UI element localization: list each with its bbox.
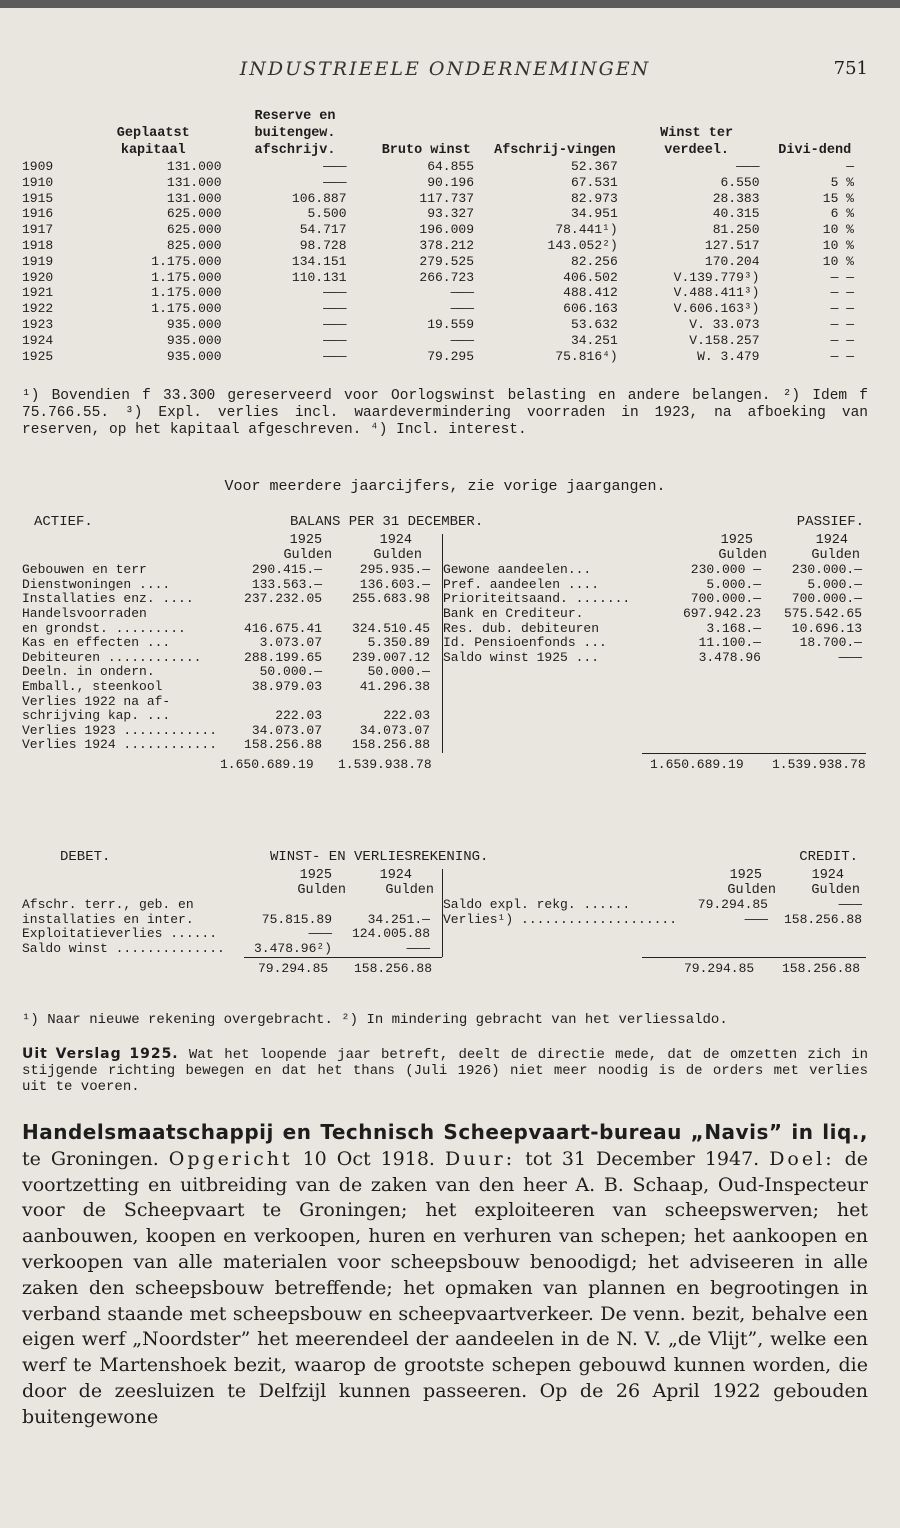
table-row — [22, 191, 862, 207]
table-row — [22, 665, 442, 680]
year-cell: 1917 — [22, 222, 54, 238]
founded-date: 10 Oct 1918. — [292, 1147, 445, 1170]
table-row — [22, 695, 442, 710]
annual-report-note — [22, 1046, 868, 1095]
col-year — [22, 108, 85, 159]
amount-cell — [217, 607, 334, 622]
table-row — [443, 563, 868, 578]
asset-unit-1925: Gulden — [283, 547, 333, 563]
balance-columns — [22, 534, 868, 753]
amount-cell — [217, 695, 334, 710]
year-cell: 1922 — [22, 301, 54, 317]
assets-side — [22, 534, 443, 753]
value-cell: 15 % — [822, 190, 854, 206]
year-cell: 1919 — [22, 253, 54, 269]
value-cell: 54.717 — [299, 222, 347, 238]
item-label: Saldo expl. rekg. ...... — [443, 897, 631, 913]
more-years-note: Voor meerdere jaarcijfers, zie vorige jaargangen. — [224, 478, 666, 495]
year-cell: 1918 — [22, 237, 54, 253]
amount-cell: ——— — [838, 897, 862, 913]
credit-unit-row — [443, 884, 868, 899]
value-cell: — — — [830, 332, 854, 348]
item-label: Emball., steenkool — [22, 678, 163, 694]
amount-cell: 136.603.— — [359, 576, 430, 592]
value-cell: — — [846, 159, 854, 174]
amount-cell: 18.700.— — [799, 635, 862, 651]
value-cell: 28.383 — [712, 190, 760, 206]
table-row — [22, 159, 862, 175]
liab-unit-row — [443, 549, 868, 564]
amount-cell: 34.073.07 — [359, 722, 430, 738]
amount-cell: 34.251.— — [367, 911, 430, 927]
pl-totals — [22, 957, 868, 979]
liab-total-1924: 1.539.938.78 — [772, 756, 866, 772]
col-depreciation: Afschrij-vingen — [494, 143, 616, 158]
year-cell: 1910 — [22, 174, 54, 190]
amount-cell: 124.005.88 — [351, 926, 430, 942]
value-cell: 935.000 — [166, 316, 222, 332]
table-row — [22, 285, 862, 301]
pl-footnotes: ¹) Naar nieuwe rekening overgebracht. ²) In mindering gebracht van het verliessaldo. — [22, 1012, 728, 1028]
value-cell: — — — [830, 348, 854, 364]
amount-cell: 10.696.13 — [791, 620, 862, 636]
amount-cell: 5.350.89 — [367, 635, 430, 651]
company-location: te Groningen. — [22, 1147, 169, 1170]
amount-cell: 38.979.03 — [251, 678, 323, 694]
value-cell: 143.052²) — [547, 237, 618, 253]
credit-total-1924: 158.256.88 — [782, 960, 861, 976]
amount-cell: 5.000.— — [807, 576, 862, 592]
credit-label: CREDIT. — [799, 849, 858, 865]
report-text: Wat het loopende jaar betreft, deelt de directie mede, dat de omzetten zich in stijgende richting bewegen en dat het thans (Juli 1926) niet meer noodig is de orders met verlies uit te voeren. — [22, 1047, 868, 1095]
table-row — [22, 333, 862, 349]
value-cell: 6 % — [830, 206, 854, 222]
debit-unit-1924: Gulden — [385, 882, 434, 898]
debit-year-row — [22, 869, 442, 884]
purpose-label: Doel: — [769, 1147, 835, 1170]
table-row — [22, 927, 442, 942]
table-row — [22, 563, 442, 578]
value-cell: 75.816⁴) — [555, 348, 618, 364]
item-label: Verlies 1922 na af- — [22, 693, 171, 709]
liab-year-row — [443, 534, 868, 549]
year-cell: 1921 — [22, 285, 54, 301]
balance-header — [22, 514, 868, 534]
value-cell: 82.256 — [570, 253, 618, 269]
asset-unit-1924: Gulden — [373, 547, 422, 563]
amount-cell: 50.000.— — [367, 664, 430, 680]
liabilities-side — [443, 534, 868, 753]
table-row — [443, 607, 868, 622]
debit-total-rule — [244, 957, 442, 958]
item-label: Installaties enz. .... — [22, 591, 194, 607]
value-cell: 40.315 — [712, 206, 760, 222]
table-row — [22, 222, 862, 238]
value-cell: 625.000 — [166, 206, 222, 222]
scan-edge — [0, 0, 900, 8]
table-row — [22, 680, 442, 695]
amount-cell: 575.542.65 — [783, 605, 862, 621]
item-label: Verlies 1924 ............ — [22, 737, 218, 753]
item-label: Exploitatieverlies ...... — [22, 926, 218, 942]
item-label: Pref. aandeelen .... — [443, 576, 600, 592]
debit-total-1924: 158.256.88 — [354, 960, 433, 976]
value-cell: ——— — [323, 301, 347, 317]
table-row — [22, 254, 862, 270]
company-entry — [22, 1120, 868, 1431]
amount-cell: ——— — [406, 940, 430, 956]
liab-unit-1924: Gulden — [811, 547, 860, 563]
table-row — [22, 175, 862, 191]
value-cell: 625.000 — [166, 222, 222, 238]
value-cell: 5.500 — [307, 206, 347, 222]
table-row — [22, 349, 862, 365]
value-cell: 127.517 — [704, 237, 760, 253]
amount-cell: ——— — [308, 926, 332, 942]
table-row — [443, 913, 868, 928]
value-cell: 52.367 — [570, 159, 618, 174]
credit-unit-1924: Gulden — [811, 882, 860, 898]
table-row — [22, 651, 442, 666]
amount-cell: 3.073.07 — [259, 635, 323, 651]
value-cell: ——— — [323, 348, 347, 364]
table-header-row — [22, 108, 862, 159]
amount-cell: 222.03 — [383, 708, 430, 724]
col-reserve: Reserve en buitengew. afschrijv. — [254, 109, 336, 158]
report-label: Uit Verslag 1925. — [22, 1046, 179, 1062]
amount-cell: 75.815.89 — [261, 911, 332, 927]
pl-title: WINST- EN VERLIESREKENING. — [270, 849, 489, 865]
item-label: Verlies 1923 ............ — [22, 722, 218, 738]
value-cell: V.488.411³) — [673, 285, 760, 301]
table-row — [443, 622, 868, 637]
value-cell: — — — [830, 269, 854, 285]
table-row — [443, 651, 868, 666]
amount-cell: 158.256.88 — [783, 911, 862, 927]
item-label: Debiteuren ............ — [22, 649, 202, 665]
table-row — [22, 942, 442, 957]
value-cell: 131.000 — [166, 190, 222, 206]
balance-sheet — [22, 514, 868, 775]
year-cell: 1923 — [22, 316, 54, 332]
year-cell: 1915 — [22, 190, 54, 206]
value-cell: ——— — [450, 285, 474, 301]
credit-side — [443, 869, 868, 957]
col-capital: Geplaatst kapitaal — [116, 126, 190, 158]
company-name: Handelsmaatschappij en Technisch Scheepvaart-bureau „Navis” in liq., — [22, 1120, 868, 1144]
value-cell: 378.212 — [419, 237, 474, 253]
value-cell: 93.327 — [427, 206, 474, 222]
value-cell: 1.175.000 — [151, 301, 222, 317]
value-cell: 406.502 — [563, 269, 618, 285]
amount-cell — [334, 695, 442, 710]
page-number: 751 — [833, 58, 868, 79]
amount-cell: ——— — [838, 649, 862, 665]
value-cell: ——— — [323, 316, 347, 332]
debit-total-1925: 79.294.85 — [258, 960, 329, 976]
credit-year-1925: 1925 — [729, 868, 762, 883]
value-cell: 10 % — [822, 253, 854, 269]
item-label: schrijving kap. ... — [22, 708, 171, 724]
table-row — [22, 709, 442, 724]
value-cell: 78.441¹) — [555, 222, 618, 238]
value-cell: 90.196 — [427, 174, 474, 190]
value-cell: 935.000 — [166, 348, 222, 364]
asset-year-1924: 1924 — [379, 533, 412, 548]
value-cell: 196.009 — [419, 222, 474, 238]
amount-cell: 697.942.23 — [682, 605, 761, 621]
table-row — [22, 270, 862, 286]
value-cell: — — — [830, 285, 854, 301]
liab-year-1924: 1924 — [815, 533, 848, 548]
item-label: Bank en Crediteur. — [443, 605, 584, 621]
value-cell: 110.131 — [291, 269, 347, 285]
debit-unit-row — [22, 884, 442, 899]
value-cell: 98.728 — [299, 237, 347, 253]
debit-side — [22, 869, 443, 957]
value-cell: 131.000 — [166, 174, 222, 190]
value-cell: 134.151 — [291, 253, 347, 269]
col-gross-profit: Bruto winst — [381, 143, 471, 158]
amount-cell: 3.478.96 — [698, 649, 761, 665]
assets-year-row — [22, 534, 442, 549]
value-cell: ——— — [736, 159, 760, 174]
value-cell: ——— — [323, 285, 347, 301]
value-cell: 67.531 — [570, 174, 618, 190]
value-cell: 64.855 — [427, 159, 474, 174]
item-label: Verlies¹) .................... — [443, 911, 678, 927]
table-row — [443, 636, 868, 651]
amount-cell — [334, 607, 442, 622]
amount-cell: 230.000 — — [690, 562, 761, 578]
table-row — [22, 592, 442, 607]
value-cell: 79.295 — [427, 348, 474, 364]
value-cell: 34.951 — [570, 206, 618, 222]
credit-total-rule — [642, 957, 866, 958]
value-cell: ——— — [323, 174, 347, 190]
credit-unit-1925: Gulden — [727, 882, 776, 898]
balance-title: BALANS PER 31 DECEMBER. — [290, 514, 484, 530]
value-cell: V.606.163³) — [673, 301, 760, 317]
value-cell: 1.175.000 — [151, 285, 222, 301]
table-row — [443, 578, 868, 593]
value-cell: ——— — [323, 332, 347, 348]
page-header — [22, 58, 868, 88]
duration-label: Duur: — [444, 1147, 516, 1170]
credit-total-1925: 79.294.85 — [684, 960, 755, 976]
item-label: Gebouwen en terr — [22, 562, 147, 578]
founded-label: Opgericht — [168, 1147, 293, 1170]
value-cell: 279.525 — [419, 253, 474, 269]
amount-cell: 50.000.— — [259, 664, 323, 680]
table-row — [22, 913, 442, 928]
liab-total-1925: 1.650.689.19 — [650, 756, 744, 772]
credit-year-row — [443, 869, 868, 884]
table-row — [22, 301, 862, 317]
amount-cell: 158.256.88 — [351, 737, 430, 753]
item-label: installaties en inter. — [22, 911, 194, 927]
yearly-figures-table — [22, 108, 862, 364]
item-label: Saldo winst 1925 ... — [443, 649, 600, 665]
amount-cell: 295.935.— — [359, 562, 430, 578]
value-cell: 53.632 — [570, 316, 618, 332]
value-cell: 170.204 — [704, 253, 760, 269]
value-cell: 19.559 — [427, 316, 474, 332]
amount-cell: 416.675.41 — [244, 620, 323, 636]
item-label: en grondst. ......... — [22, 620, 186, 636]
asset-total-1924: 1.539.938.78 — [338, 756, 432, 772]
year-cell: 1924 — [22, 332, 54, 348]
duration-value: tot 31 December 1947. — [515, 1147, 770, 1170]
item-label: Handelsvoorraden — [22, 605, 147, 621]
item-label: Dienstwoningen .... — [22, 576, 171, 592]
amount-cell: 324.510.45 — [351, 620, 430, 636]
value-cell: 488.412 — [563, 285, 618, 301]
amount-cell: 237.232.05 — [244, 591, 323, 607]
amount-cell: 41.296.38 — [359, 678, 430, 694]
balance-totals — [22, 753, 868, 775]
col-profit-distribution: Winst ter verdeel. — [660, 126, 734, 158]
debit-year-1924: 1924 — [379, 868, 412, 883]
table-row — [22, 738, 442, 753]
value-cell: 1.175.000 — [151, 269, 222, 285]
value-cell: 606.163 — [563, 301, 618, 317]
amount-cell: 133.563.— — [251, 576, 323, 592]
actief-label: ACTIEF. — [34, 514, 93, 530]
amount-cell: 222.03 — [275, 708, 323, 724]
value-cell: — — — [830, 301, 854, 317]
item-label: Gewone aandeelen... — [443, 562, 592, 578]
value-cell: 131.000 — [166, 159, 222, 174]
value-cell: 117.737 — [419, 190, 474, 206]
profit-loss-account — [22, 849, 868, 979]
value-cell: 81.250 — [712, 222, 760, 238]
table-row — [443, 592, 868, 607]
amount-cell: 290.415.— — [251, 562, 323, 578]
table-row — [443, 898, 868, 913]
running-title: INDUSTRIEELE ONDERNEMINGEN — [239, 58, 651, 80]
debet-label: DEBET. — [60, 849, 111, 865]
item-label: Saldo winst .............. — [22, 940, 225, 956]
value-cell: ——— — [323, 159, 347, 174]
value-cell: 82.973 — [570, 190, 618, 206]
amount-cell: 239.007.12 — [351, 649, 430, 665]
value-cell: ——— — [450, 301, 474, 317]
value-cell: 5 % — [830, 174, 854, 190]
table-row — [22, 622, 442, 637]
value-cell: ——— — [450, 332, 474, 348]
amount-cell: 700.000.— — [791, 591, 862, 607]
value-cell: V.139.779³) — [673, 269, 760, 285]
year-cell: 1925 — [22, 348, 54, 364]
value-cell: 34.251 — [570, 332, 618, 348]
value-cell: V.158.257 — [689, 332, 760, 348]
value-cell: V. 33.073 — [689, 316, 760, 332]
value-cell: 6.550 — [720, 174, 760, 190]
amount-cell — [346, 898, 442, 913]
value-cell: 10 % — [822, 222, 854, 238]
asset-total-1925: 1.650.689.19 — [220, 756, 314, 772]
amount-cell: 230.000.— — [791, 562, 862, 578]
item-label: Prioriteitsaand. ....... — [443, 591, 631, 607]
value-cell: 825.000 — [166, 237, 222, 253]
amount-cell: 255.683.98 — [351, 591, 430, 607]
item-label: Afschr. terr., geb. en — [22, 897, 194, 913]
pl-columns — [22, 869, 868, 957]
pl-header — [22, 849, 868, 869]
liab-unit-1925: Gulden — [718, 547, 767, 563]
table-row — [22, 898, 442, 913]
amount-cell: 5.000.— — [706, 576, 761, 592]
assets-unit-row — [22, 549, 442, 564]
table-row — [22, 578, 442, 593]
amount-cell: ——— — [744, 911, 768, 927]
asset-year-1925: 1925 — [289, 533, 323, 548]
total-rule — [642, 753, 866, 754]
amount-cell: 79.294.85 — [697, 897, 768, 913]
year-cell: 1916 — [22, 206, 54, 222]
value-cell: — — — [830, 316, 854, 332]
amount-cell: 158.256.88 — [244, 737, 323, 753]
table-footnotes: ¹) Bovendien f 33.300 gereserveerd voor Oorlogswinst belasting en andere belangen. ²) Idem f 75.766.55. ³) Expl. verlies incl. waardevermindering voorraden in 1923, na afboeking van reserven, op het kapitaal afgeschreven. ⁴) Incl. interest. — [22, 388, 868, 438]
debit-year-1925: 1925 — [299, 868, 332, 883]
year-cell: 1920 — [22, 269, 54, 285]
item-label: Kas en effecten ... — [22, 635, 171, 651]
value-cell: 1.175.000 — [151, 253, 222, 269]
value-cell: 106.887 — [291, 190, 347, 206]
amount-cell: 288.199.65 — [244, 649, 323, 665]
table-row — [22, 607, 442, 622]
liab-year-1925: 1925 — [720, 533, 753, 548]
passief-label: PASSIEF. — [796, 514, 864, 530]
table-row — [22, 636, 442, 651]
credit-year-1924: 1924 — [811, 868, 844, 883]
amount-cell — [242, 898, 346, 913]
purpose-text: de voortzetting en uitbreiding van de zaken van den heer A. B. Schaap, Oud-Inspecteur voor de Scheepvaart te Groningen; het exploiteeren van scheepswerven; het aanbouwen, koopen en verkoopen, huren en verhuren van schepen; het aankoopen en verkoopen van alle materialen voor scheepsbouw benoodigd; het adviseeren in alle zaken den scheepsbouw betreffende; het opmaken van plannen en begrootingen in verband staande met scheepsbouw en scheepvaartverkeer. De venn. bezit, behalve een eigen werf „Noordster” het meerendeel der aandeelen in de N. V. „de Vlijt”, welke een werf te Martenshoek bezit, waarop de grootste schepen gebouwd kunnen worden, die door de zeesluizen te Delfzijl kunnen passeeren. Op de 26 April 1922 gebouden buitengewone — [22, 1147, 868, 1428]
item-label: Res. dub. debiteuren — [443, 620, 600, 636]
amount-cell: 700.000.— — [690, 591, 761, 607]
col-dividend: Divi-dend — [778, 143, 852, 158]
table-row — [22, 238, 862, 254]
amount-cell: 11.100.— — [698, 635, 761, 651]
debit-unit-1925: Gulden — [297, 882, 346, 898]
amount-cell: 3.168.— — [706, 620, 761, 636]
value-cell: 935.000 — [166, 332, 222, 348]
value-cell: W. 3.479 — [697, 348, 760, 364]
table-row — [22, 317, 862, 333]
amount-cell: 3.478.96²) — [253, 940, 332, 956]
table-body — [22, 159, 862, 364]
value-cell: 10 % — [822, 237, 854, 253]
table-row — [22, 206, 862, 222]
item-label: Deeln. in ondern. — [22, 664, 155, 680]
year-cell: 1909 — [22, 159, 54, 174]
table-row — [22, 724, 442, 739]
value-cell: 266.723 — [419, 269, 474, 285]
item-label: Id. Pensioenfonds ... — [443, 635, 607, 651]
amount-cell: 34.073.07 — [251, 722, 323, 738]
